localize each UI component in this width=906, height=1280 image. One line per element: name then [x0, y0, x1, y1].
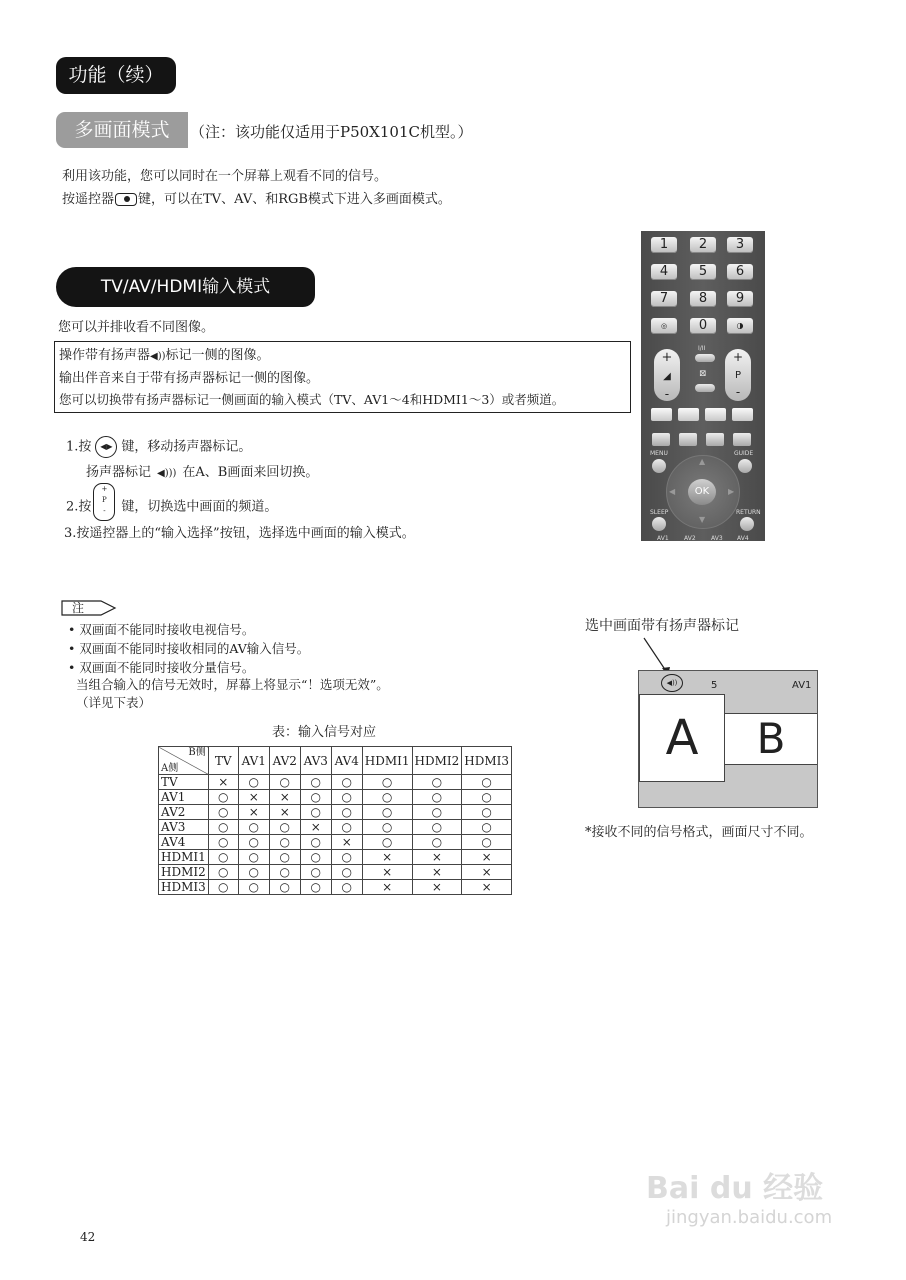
- right-arrow-icon[interactable]: ▶: [728, 487, 735, 496]
- return-label: RETURN: [736, 509, 761, 516]
- table-cell: ○: [300, 775, 331, 790]
- table-cell: ×: [412, 880, 462, 895]
- speaker-mark-icon: ◀))): [157, 468, 177, 479]
- table-cell: ○: [362, 835, 412, 850]
- input-indicator: AV1: [792, 680, 812, 691]
- column-header: AV1: [238, 747, 269, 775]
- step-3: 3.按遥控器上的“输入选择”按钮，选择选中画面的输入模式。: [64, 526, 415, 541]
- table-cell: ○: [238, 835, 269, 850]
- blue-button[interactable]: [732, 408, 753, 421]
- table-cell: ○: [462, 790, 512, 805]
- digit-1-button[interactable]: 1: [651, 237, 677, 253]
- section-badge: 功能（续）: [56, 57, 176, 94]
- down-arrow-icon[interactable]: ▼: [699, 515, 706, 524]
- table-cell: ○: [331, 805, 362, 820]
- table-cell: ○: [462, 835, 512, 850]
- info-line-3: 您可以切换带有扬声器标记一侧画面的输入模式（TV、AV1～4和HDMI1～3）或者频道。: [59, 392, 565, 407]
- column-header: HDMI3: [462, 747, 512, 775]
- table-row: [159, 850, 512, 865]
- return-button[interactable]: [740, 517, 754, 531]
- note-cont-1: 当组合输入的信号无效时，屏幕上将显示“！选项无效”。: [76, 677, 389, 692]
- table-cell: ○: [462, 805, 512, 820]
- table-cell: ○: [462, 775, 512, 790]
- av2-label: AV2: [684, 535, 696, 541]
- table-cell: ×: [269, 805, 300, 820]
- mode-note: （注：该功能仅适用于P50X101C机型。）: [190, 123, 473, 141]
- info-line-2: 输出伴音来自于带有扬声器标记一侧的图像。: [59, 371, 320, 386]
- note-item-2: • 双画面不能同时接收相同的AV输入信号。: [68, 641, 310, 656]
- table-cell: ○: [208, 850, 238, 865]
- table-cell: ○: [331, 880, 362, 895]
- table-cell: ○: [331, 850, 362, 865]
- dual-sound-label: I/II: [698, 345, 706, 352]
- channel-number: 5: [711, 680, 718, 691]
- left-right-key-icon: ◀▶: [95, 436, 117, 458]
- channel-rocker[interactable]: + P -: [725, 349, 751, 401]
- sleep-button[interactable]: [652, 517, 666, 531]
- digit-6-button[interactable]: 6: [727, 264, 753, 280]
- table-row: [159, 880, 512, 895]
- table-cell: ○: [208, 835, 238, 850]
- watermark-logo: Bai du 经验: [646, 1171, 824, 1206]
- digit-0-button[interactable]: 0: [690, 318, 716, 334]
- row-header: TV: [159, 775, 209, 790]
- table-cell: ○: [208, 865, 238, 880]
- table-cell: ×: [462, 865, 512, 880]
- digit-7-button[interactable]: 7: [651, 291, 677, 307]
- table-cell: ○: [362, 805, 412, 820]
- note-label: 注: [61, 600, 117, 620]
- table-cell: ○: [331, 865, 362, 880]
- remote-control: [641, 231, 765, 541]
- column-header: AV3: [300, 747, 331, 775]
- table-cell: ×: [362, 880, 412, 895]
- table-cell: ×: [300, 820, 331, 835]
- input-mode-desc: 您可以并排收看不同图像。: [58, 320, 215, 335]
- table-cell: ○: [362, 820, 412, 835]
- sleep-label: SLEEP: [650, 509, 669, 516]
- diagram-caption: 选中画面带有扬声器标记: [585, 618, 739, 634]
- table-cell: ○: [269, 820, 300, 835]
- av1-label: AV1: [657, 535, 669, 541]
- note-item-3: • 双画面不能同时接收分量信号。: [68, 660, 255, 675]
- table-cell: ○: [300, 880, 331, 895]
- info-box: [54, 341, 631, 413]
- table-cell: ○: [269, 880, 300, 895]
- table-cell: ○: [412, 835, 462, 850]
- table-cell: ○: [412, 775, 462, 790]
- table-cell: ○: [238, 775, 269, 790]
- row-header: AV2: [159, 805, 209, 820]
- pip-key-icon: [115, 193, 137, 206]
- column-header: TV: [208, 747, 238, 775]
- table-cell: ○: [300, 835, 331, 850]
- table-cell: ○: [238, 865, 269, 880]
- table-cell: ○: [238, 880, 269, 895]
- table-cell: ×: [208, 775, 238, 790]
- info-line-1: 操作带有扬声器◀))标记一侧的图像。: [59, 348, 270, 363]
- digit-9-button[interactable]: 9: [727, 291, 753, 307]
- table-cell: ○: [412, 805, 462, 820]
- table-cell: ○: [412, 820, 462, 835]
- table-cell: ○: [238, 820, 269, 835]
- table-cell: ×: [269, 790, 300, 805]
- row-header: HDMI3: [159, 880, 209, 895]
- table-cell: ×: [331, 835, 362, 850]
- table-row: [159, 835, 512, 850]
- table-caption: 表：输入信号对应: [272, 725, 377, 740]
- red-button[interactable]: [651, 408, 672, 421]
- intro-line-2: 按遥控器 键，可以在TV、AV、和RGB模式下进入多画面模式。: [62, 192, 451, 207]
- green-button[interactable]: [678, 408, 699, 421]
- column-header: AV4: [331, 747, 362, 775]
- table-cell: ×: [362, 865, 412, 880]
- function-button-3[interactable]: [706, 433, 724, 446]
- function-button-4[interactable]: [733, 433, 751, 446]
- row-header: HDMI1: [159, 850, 209, 865]
- mute-button[interactable]: [695, 384, 715, 392]
- table-cell: ○: [238, 850, 269, 865]
- table-cell: ○: [331, 790, 362, 805]
- input-signal-table: [158, 746, 512, 895]
- yellow-button[interactable]: [705, 408, 726, 421]
- table-cell: ○: [208, 880, 238, 895]
- digit-8-button[interactable]: 8: [690, 291, 716, 307]
- page-number: 42: [80, 1230, 96, 1244]
- table-cell: ×: [238, 790, 269, 805]
- step-1-sub: 扬声器标记 ◀))) 在A、B画面来回切换。: [86, 465, 319, 480]
- left-arrow-icon[interactable]: ◀: [669, 487, 676, 496]
- volume-rocker[interactable]: + ◢ -: [654, 349, 680, 401]
- table-cell: ○: [331, 820, 362, 835]
- table-row: [159, 775, 512, 790]
- channel-key-icon: + P -: [93, 483, 115, 521]
- mode-title: 多画面模式: [56, 112, 188, 148]
- digit-2-button[interactable]: 2: [690, 237, 716, 253]
- table-cell: ○: [269, 865, 300, 880]
- table-cell: ○: [362, 775, 412, 790]
- function-button-1[interactable]: [652, 433, 670, 446]
- table-cell: ×: [462, 880, 512, 895]
- guide-button[interactable]: [738, 459, 752, 473]
- table-row: [159, 805, 512, 820]
- note-cont-2: （详见下表）: [76, 695, 152, 710]
- av4-label: AV4: [737, 535, 749, 541]
- note-item-1: • 双画面不能同时接收电视信号。: [68, 622, 255, 637]
- av3-label: AV3: [711, 535, 723, 541]
- table-cell: ○: [362, 790, 412, 805]
- ok-button[interactable]: OK: [688, 479, 716, 505]
- digit-4-button[interactable]: 4: [651, 264, 677, 280]
- watermark-url: jingyan.baidu.com: [666, 1207, 833, 1228]
- table-row: [159, 790, 512, 805]
- note-tag-icon: [61, 600, 117, 616]
- table-cell: ○: [269, 835, 300, 850]
- picture-b: B: [725, 713, 817, 765]
- table-cell: ×: [462, 850, 512, 865]
- table-cell: ×: [412, 850, 462, 865]
- table-cell: ○: [300, 790, 331, 805]
- column-header: AV2: [269, 747, 300, 775]
- step-2: 2.按+ P - 键，切换选中画面的频道。: [66, 493, 277, 521]
- table-corner: B侧 A侧: [159, 747, 209, 775]
- table-cell: ○: [269, 850, 300, 865]
- speaker-icon: ◀)): [150, 351, 166, 362]
- table-cell: ○: [300, 865, 331, 880]
- picture-a: A: [639, 694, 725, 782]
- row-header: AV1: [159, 790, 209, 805]
- table-cell: ○: [269, 775, 300, 790]
- speaker-marker: ◀)): [661, 674, 683, 692]
- guide-label: GUIDE: [734, 450, 754, 457]
- input-mode-title: TV/AV/HDMI输入模式: [56, 267, 315, 307]
- table-cell: ○: [208, 790, 238, 805]
- table-cell: ○: [300, 850, 331, 865]
- table-cell: ○: [331, 775, 362, 790]
- table-row: [159, 820, 512, 835]
- table-cell: ×: [362, 850, 412, 865]
- table-cell: ×: [412, 865, 462, 880]
- column-header: HDMI2: [412, 747, 462, 775]
- digit-5-button[interactable]: 5: [690, 264, 716, 280]
- row-header: AV3: [159, 820, 209, 835]
- function-button-2[interactable]: [679, 433, 697, 446]
- up-arrow-icon[interactable]: ▲: [699, 457, 706, 466]
- mute-icon[interactable]: ⊠: [699, 369, 707, 379]
- column-header: HDMI1: [362, 747, 412, 775]
- row-header: HDMI2: [159, 865, 209, 880]
- menu-button[interactable]: [652, 459, 666, 473]
- row-header: AV4: [159, 835, 209, 850]
- menu-label: MENU: [650, 450, 668, 457]
- intro-line-1: 利用该功能，您可以同时在一个屏幕上观看不同的信号。: [62, 169, 388, 184]
- pip-screen: [638, 670, 818, 808]
- pip-button[interactable]: ◑: [727, 318, 753, 334]
- table-cell: ×: [238, 805, 269, 820]
- table-cell: ○: [462, 820, 512, 835]
- dual-sound-button[interactable]: [695, 354, 715, 362]
- diagram-footnote: *接收不同的信号格式，画面尺寸不同。: [585, 825, 813, 840]
- table-cell: ○: [412, 790, 462, 805]
- table-cell: ○: [300, 805, 331, 820]
- table-cell: ○: [208, 805, 238, 820]
- table-row: [159, 865, 512, 880]
- digit-3-button[interactable]: 3: [727, 237, 753, 253]
- table-cell: ○: [208, 820, 238, 835]
- step-1: 1.按 ◀▶ 键，移动扬声器标记。: [66, 436, 251, 458]
- info-button[interactable]: ◎: [651, 318, 677, 334]
